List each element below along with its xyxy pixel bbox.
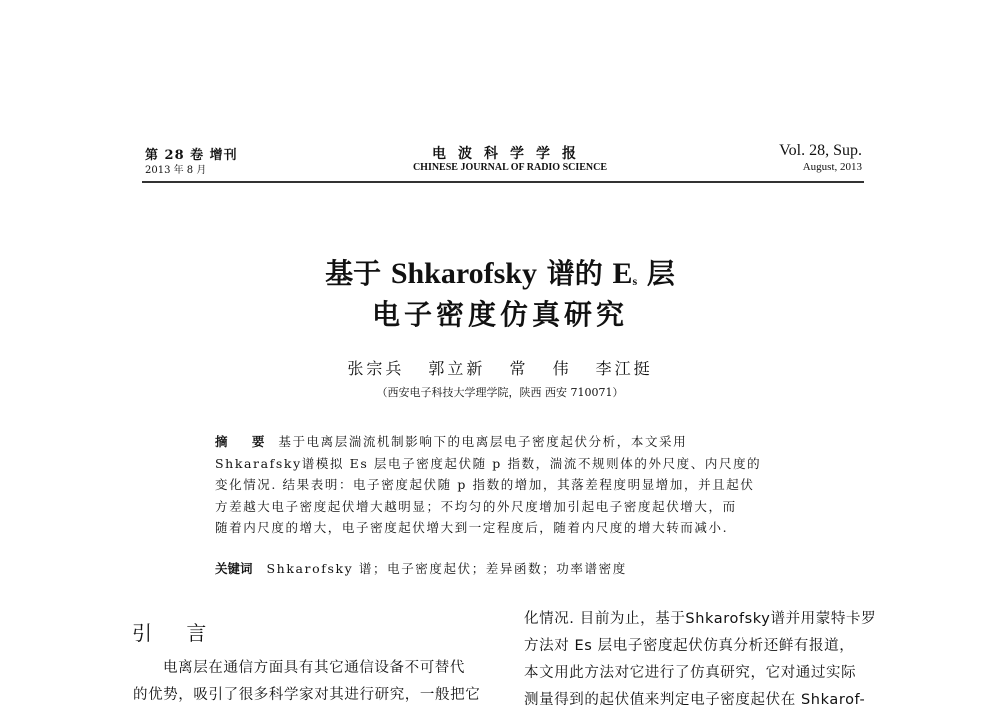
journal-name-en: CHINESE JOURNAL OF RADIO SCIENCE (412, 162, 608, 173)
title-subscript: s (632, 274, 638, 288)
journal-name-cn: 电波科学学报 (432, 146, 588, 162)
affiliation: （西安电子科技大学理学院，陕西 西安 710071） (376, 386, 624, 399)
title-part: 基于 (325, 257, 391, 290)
abstract-line: Shkarafsky谱模拟 Es 层电子密度起伏随 p 指数，湍流不规则体的外尺度、内尺度的 (215, 455, 762, 471)
body-line: 本文用此方法对它进行了仿真研究，它对通过实际 (524, 665, 857, 681)
paper-title-line1 (0, 252, 1000, 292)
abstract-line (215, 431, 807, 453)
paper-title-line2: 电子密度仿真研究 (371, 298, 628, 331)
body-line: 化情况. 目前为止，基于Shkarofsky谱并用蒙特卡罗 (524, 611, 877, 627)
title-e: E (612, 257, 633, 290)
abstract-line: 方差越大电子密度起伏增大越明显；不均匀的外尺度增加引起电子密度起伏增大，而 (215, 498, 737, 514)
body-line: 方法对 Es 层电子密度起伏仿真分析还鲜有报道， (524, 638, 855, 654)
authors: 张宗兵 郭立新 常 伟 李江挺 (347, 359, 653, 378)
keywords-text: Shkarofsky 谱；电子密度起伏；差异函数；功率谱密度 (266, 561, 627, 576)
issue-date-en: August, 2013 (802, 161, 862, 173)
header-rule (142, 181, 864, 183)
abstract-line: 随着内尺度的增大，电子密度起伏增大到一定程度后，随着内尺度的增大转而减小. (215, 520, 729, 535)
body-column-right (524, 606, 894, 714)
abstract-label: 摘 要 (215, 434, 275, 449)
body-column-left (133, 655, 505, 709)
volume-issue: 第 28 卷 增刊 (145, 148, 238, 163)
keywords (215, 559, 807, 577)
body-line: 电离层在通信方面具有其它通信设备不可替代 (163, 660, 465, 676)
abstract (215, 431, 807, 539)
abstract-line: 变化情况. 结果表明：电子密度起伏随 p 指数的增加，其落差程度明显增加，并且起伏 (215, 477, 755, 492)
abstract-text: 基于电离层湍流机制影响下的电离层电子密度起伏分析，本文采用 (278, 434, 688, 449)
title-part: 层 (637, 257, 675, 290)
section-heading-introduction: 引 言 (132, 621, 221, 645)
keywords-label: 关键词 (215, 561, 253, 576)
body-line: 的优势，吸引了很多科学家对其进行研究，一般把它 (133, 687, 481, 703)
title-latin: Shkarofsky (390, 257, 537, 290)
volume-issue-en: Vol. 28, Sup. (779, 142, 862, 159)
body-line: 测量得到的起伏值来判定电子密度起伏在 Shkarof- (524, 692, 866, 708)
title-part: 谱的 (537, 257, 613, 290)
issue-date: 2013 年 8 月 (145, 165, 207, 176)
